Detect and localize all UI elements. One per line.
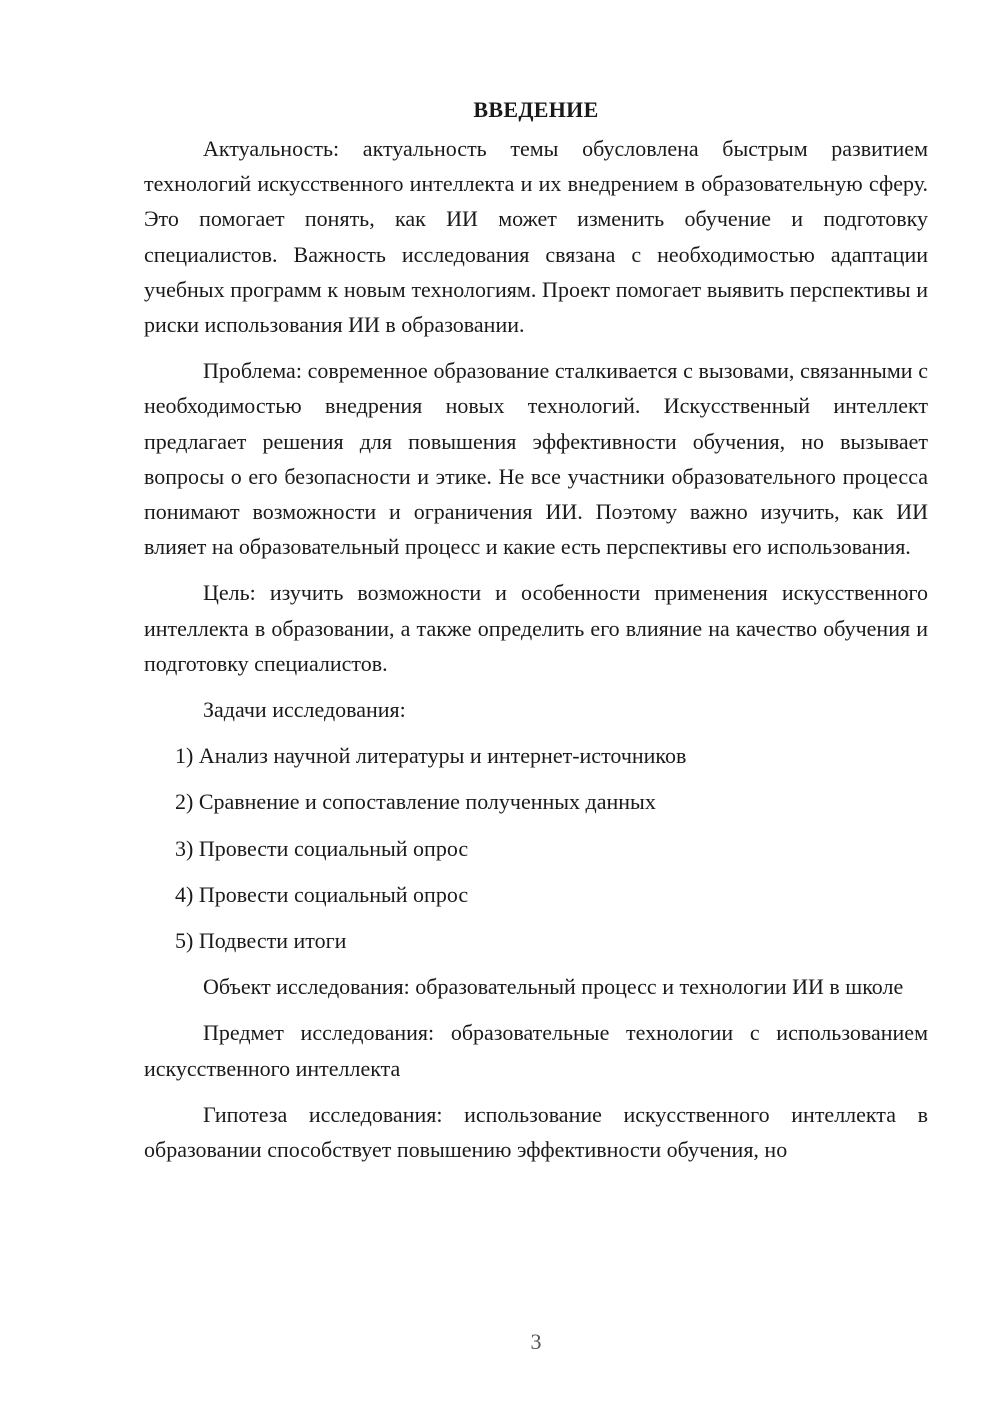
page-number: 3 (530, 1329, 542, 1354)
task-item-2: 2) Сравнение и сопоставление полученных данных (175, 789, 656, 815)
task-item-3: 3) Провести социальный опрос (175, 835, 469, 861)
relevance-paragraph: Актуальность: актуальность темы обусловлена быстрым развитием технологий искусственного интеллекта и их внедрением в образовательную сферу. Это помогает понять, как ИИ может изменить обучение и подготовку специалистов. Важность исследования связана с необходимостью адаптации учебных программ к новым технологиям. Проект помогает выявить перспективы и риски использования ИИ в образовании. (144, 136, 928, 338)
hypothesis-paragraph: Гипотеза исследования: использование искусственного интеллекта в образовании способствует повышению эффективности обучения, но (144, 1101, 928, 1163)
task-item-1: 1) Анализ научной литературы и интернет-источников (175, 743, 687, 769)
document-page (144, 92, 928, 1167)
tasks-heading: Задачи исследования: (203, 697, 406, 723)
subject-paragraph: Предмет исследования: образовательные технологии с использованием искусственного интеллекта (144, 1020, 928, 1081)
task-item-5: 5) Подвести итоги (175, 928, 347, 954)
object-paragraph: Объект исследования: образовательный процесс и технологии ИИ в школе (203, 974, 904, 1000)
section-title: ВВЕДЕНИЕ (473, 97, 599, 122)
goal-paragraph: Цель: изучить возможности и особенности применения искусственного интеллекта в образовании, а также определить его влияние на качество обучения и подготовку специалистов. (144, 580, 928, 676)
task-item-4: 4) Провести социальный опрос (175, 881, 469, 907)
problem-paragraph: Проблема: современное образование сталкивается с вызовами, связанными с необходимостью внедрения новых технологий. Искусственный интеллект предлагает решения для повышения эффективности обучения, но вызывает вопросы о его безопасности и этике. Не все участники образовательного процесса понимают возможности и ограничения ИИ. Поэтому важно изучить, как ИИ влияет на образовательный процесс и какие есть перспективы его использования. (144, 358, 928, 560)
